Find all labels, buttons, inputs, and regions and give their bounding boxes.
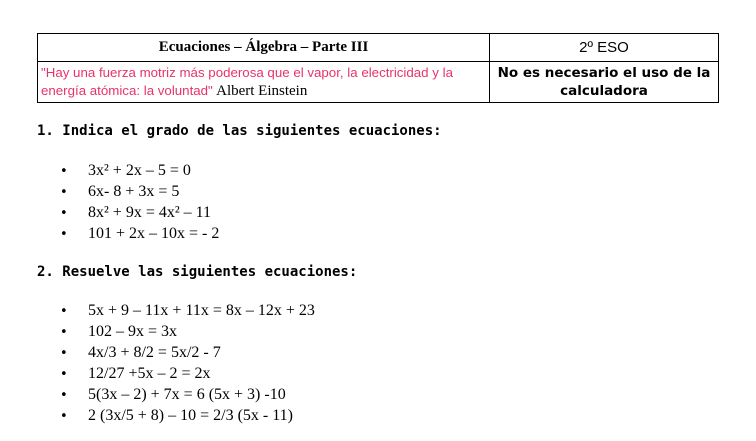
bullet: • bbox=[60, 346, 68, 361]
bullet: • bbox=[60, 227, 68, 242]
bullet: • bbox=[60, 367, 68, 382]
equation-text: 8x² + 9x = 4x² – 11 bbox=[88, 204, 212, 221]
calculator-note: No es necesario el uso de la calculadora bbox=[490, 62, 719, 103]
equation-text: 102 – 9x = 3x bbox=[88, 323, 178, 340]
bullet: • bbox=[60, 206, 68, 221]
equation-text: 5x + 9 – 11x + 11x = 8x – 12x + 23 bbox=[88, 302, 315, 319]
section-2-heading: 2. Resuelve las siguientes ecuaciones: bbox=[37, 264, 358, 280]
quote-cell bbox=[38, 62, 490, 103]
equation-text: 12/27 +5x – 2 = 2x bbox=[88, 365, 211, 382]
list-item bbox=[60, 321, 315, 342]
bullet: • bbox=[60, 185, 68, 200]
list-item bbox=[60, 405, 315, 426]
list-item bbox=[60, 181, 219, 202]
quote-text: "Hay una fuerza motriz más poderosa que el vapor, la electricidad y la energía atómica: la voluntad" bbox=[41, 65, 453, 98]
bullet: • bbox=[60, 388, 68, 403]
list-item bbox=[60, 223, 219, 244]
equation-text: 6x- 8 + 3x = 5 bbox=[88, 183, 180, 200]
list-item bbox=[60, 202, 219, 223]
quote-author: Albert Einstein bbox=[216, 83, 308, 99]
bullet: • bbox=[60, 325, 68, 340]
equation-text: 4x/3 + 8/2 = 5x/2 - 7 bbox=[88, 344, 221, 361]
equation-text: 2 (3x/5 + 8) – 10 = 2/3 (5x - 11) bbox=[88, 407, 293, 424]
section-1-equation-list bbox=[60, 160, 219, 244]
equation-text: 3x² + 2x – 5 = 0 bbox=[88, 162, 191, 179]
section-2-equation-list bbox=[60, 300, 315, 426]
section-1-heading: 1. Indica el grado de las siguientes ecuaciones: bbox=[37, 123, 442, 139]
list-item bbox=[60, 384, 315, 405]
course-level: 2º ESO bbox=[490, 34, 719, 62]
bullet: • bbox=[60, 164, 68, 179]
list-item bbox=[60, 342, 315, 363]
worksheet-header-table bbox=[37, 33, 719, 103]
list-item bbox=[60, 363, 315, 384]
bullet: • bbox=[60, 409, 68, 424]
list-item bbox=[60, 160, 219, 181]
list-item bbox=[60, 300, 315, 321]
worksheet-title: Ecuaciones – Álgebra – Parte III bbox=[38, 34, 490, 62]
equation-text: 5(3x – 2) + 7x = 6 (5x + 3) -10 bbox=[88, 386, 286, 403]
bullet: • bbox=[60, 304, 68, 319]
equation-text: 101 + 2x – 10x = - 2 bbox=[88, 225, 220, 242]
